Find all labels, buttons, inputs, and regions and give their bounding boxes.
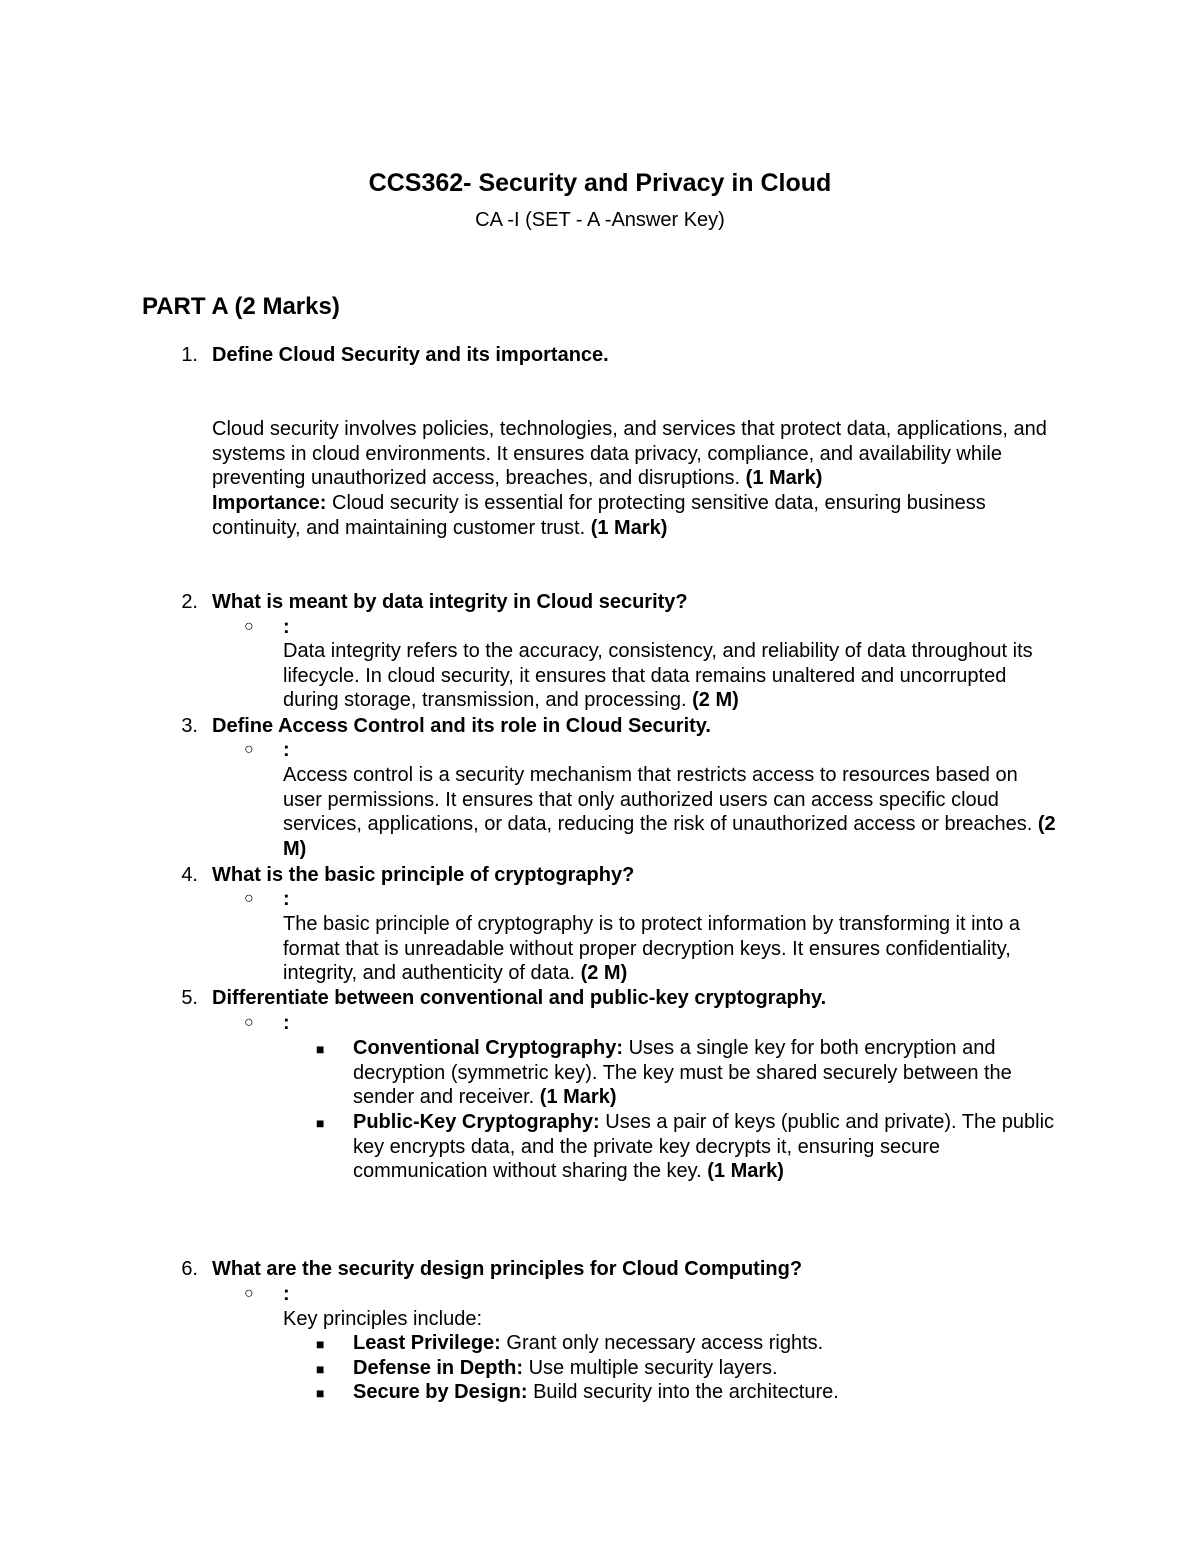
square-bullet-icon: ■: [316, 1115, 325, 1131]
hollow-bullet-icon: ○: [244, 741, 254, 758]
answer-mark: (2 M): [692, 689, 739, 712]
sub-item-text: Build security into the architecture.: [533, 1381, 839, 1403]
answer-colon: :: [283, 1283, 290, 1305]
square-bullet-icon: ■: [316, 1336, 325, 1352]
question-number: 1.: [181, 344, 198, 366]
answer-colon: :: [283, 1012, 290, 1034]
hollow-bullet-icon: ○: [244, 1014, 254, 1031]
sub-item-text: Uses a single key for both encryption and decryption (symmetric key). The key must be shared securely between the sender and receiver.: [353, 1037, 1012, 1109]
answer-colon: :: [283, 888, 290, 910]
question-text: Differentiate between conventional and public-key cryptography.: [212, 987, 827, 1009]
sub-item-label: Public-Key Cryptography:: [353, 1111, 600, 1133]
question-text: What is meant by data integrity in Cloud security?: [212, 591, 688, 613]
question-text: What are the security design principles for Cloud Computing?: [212, 1258, 803, 1280]
sub-item-label: Secure by Design:: [353, 1381, 528, 1403]
question-text: What is the basic principle of cryptography?: [212, 864, 635, 886]
answer-body: Data integrity refers to the accuracy, consistency, and reliability of data throughout its lifecycle. In cloud security, it ensures that data remains unaltered and uncorrupted during storage, transmission, and processing.: [283, 640, 1033, 712]
hollow-bullet-icon: ○: [244, 618, 254, 635]
hollow-bullet-icon: ○: [244, 890, 254, 907]
importance-body: Cloud security is essential for protecting sensitive data, ensuring business continuity, and maintaining customer trust.: [212, 492, 986, 539]
answer-body: The basic principle of cryptography is to protect information by transforming it into a format that is unreadable without proper decryption keys. It ensures confidentiality, integrity, and authenticity of data.: [283, 913, 1021, 985]
answer-body: Cloud security involves policies, technologies, and services that protect data, applications, and systems in cloud environments. It ensures data privacy, compliance, and availability while preventing unauthorized access, breaches, and disruptions.: [212, 418, 1047, 490]
answer-colon: :: [283, 616, 290, 638]
document-subtitle: CA -I (SET - A -Answer Key): [475, 209, 725, 231]
list-item: [353, 1380, 1058, 1405]
sub-item-text: Grant only necessary access rights.: [506, 1332, 824, 1354]
question-text: Define Access Control and its role in Cloud Security.: [212, 715, 711, 737]
answer-mark: (2 M): [580, 962, 628, 985]
importance-mark: (1 Mark): [590, 516, 668, 539]
list-item: [353, 1036, 1058, 1110]
question-number: 2.: [181, 591, 198, 613]
sub-item-mark: (1 Mark): [707, 1160, 784, 1183]
answer-intro: Key principles include:: [283, 1308, 482, 1330]
list-item: [353, 1331, 1058, 1356]
square-bullet-icon: ■: [316, 1361, 325, 1377]
sub-item-text: Uses a pair of keys (public and private). The public key encrypts data, and the private key decrypts it, ensuring secure communication without sharing the key.: [353, 1111, 1055, 1183]
list-item: [353, 1356, 1058, 1381]
sub-item-label: Least Privilege:: [353, 1332, 501, 1354]
question-text: Define Cloud Security and its importance.: [212, 344, 609, 366]
sub-item-label: Defense in Depth:: [353, 1357, 524, 1379]
part-heading: PART A (2 Marks): [142, 293, 340, 320]
answer-text: [283, 912, 1058, 986]
sub-item-mark: (1 Mark): [539, 1086, 617, 1109]
answer-colon: :: [283, 739, 290, 761]
answer-text: [212, 417, 1058, 541]
square-bullet-icon: ■: [316, 1385, 325, 1401]
question-number: 6.: [181, 1258, 198, 1280]
document-title: CCS362- Security and Privacy in Cloud: [368, 169, 832, 197]
answer-mark: (1 Mark): [745, 467, 823, 490]
list-item: [353, 1110, 1058, 1184]
importance-label: Importance:: [212, 492, 327, 515]
answer-text: [283, 763, 1058, 862]
question-number: 4.: [181, 864, 198, 886]
hollow-bullet-icon: ○: [244, 1285, 254, 1302]
answer-mark: (2 M): [283, 813, 1056, 861]
square-bullet-icon: ■: [316, 1041, 325, 1057]
question-number: 5.: [181, 987, 198, 1009]
sub-item-label: Conventional Cryptography:: [353, 1037, 624, 1059]
question-number: 3.: [181, 715, 198, 737]
sub-item-text: Use multiple security layers.: [528, 1357, 778, 1379]
answer-body: Access control is a security mechanism that restricts access to resources based on user permissions. It ensures that only authorized users can access specific cloud services, applications, or data, reducing the risk of unauthorized access or breaches.: [283, 764, 1033, 836]
answer-text: [283, 639, 1058, 713]
